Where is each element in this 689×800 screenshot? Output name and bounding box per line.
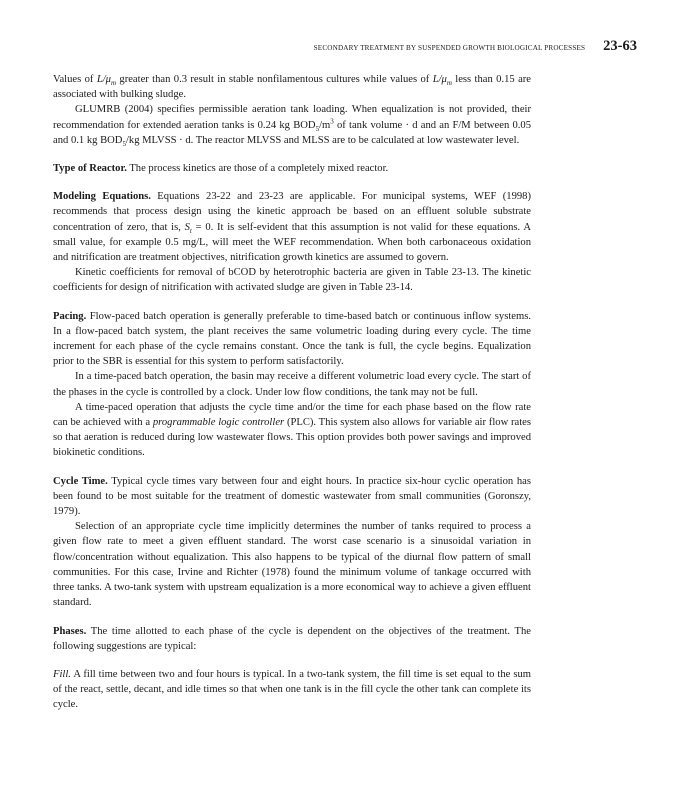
paragraph-time-paced: In a time-paced batch operation, the basin may receive a different volumetric load every cycle. The start of the phases in the cycle is controlled by a clock. Under low flow conditions, the tank may not be full. <box>53 371 531 398</box>
body-text <box>53 72 531 713</box>
heading-type-of-reactor: Type of Reactor. <box>53 163 127 175</box>
page-number: 23-63 <box>603 38 637 54</box>
section-cycle-time: Cycle Time. Typical cycle times vary between four and eight hours. In practice six-hour cyclic operation has been found to be most suitable for the treatment of domestic wastewater from small communities (Goronszy, 1979). <box>53 475 531 518</box>
section-modeling-equations: Modeling Equations. Equations 23-22 and 23-23 are applicable. For municipal systems, WEF (1998) recommends that process design using the kinetic approach be based on an effluent soluble substrate concentration of zero, that is, $S_t = 0$. It is self-evident that this assumption is not valid for these equations. A small value, for example 0.5 mg/L, will meet the WEF recommendation. When both carbonaceous oxidation and nitrification are treatment objectives, nitrification growth kinetics are assumed to govern. <box>53 191 531 264</box>
paragraph-glumrb: GLUMRB (2004) specifies permissible aeration tank loading. When equalization is not provided, their recommendation for extended aeration tanks is 0.24 kg $BOD_5/m^3$ of tank volume · d and an F/M between 0.05 and 0.1 kg $BOD_5/kg$ MLVSS · d. The reactor MLVSS and MLSS are to be calculated at low wastewater level. <box>53 104 531 148</box>
paragraph-cycle-selection: Selection of an appropriate cycle time implicitly determines the number of tanks required to process a given flow rate to meet a given effluent standard. The worst case scenario is a sinusoidal variation in flow/concentration without equalization. This also happens to be typical of the diurnal flow pattern of small communities. For this case, Irvine and Richter (1978) found the minimum volume of tankage occurred with three tanks. A two-tank system with upstream equalization is a more economical way to achieve a given effluent standard. <box>53 521 531 609</box>
heading-modeling-equations: Modeling Equations. <box>53 191 151 203</box>
page-header <box>53 38 637 64</box>
heading-fill: Fill. <box>53 668 71 680</box>
section-type-of-reactor: Type of Reactor. The process kinetics are those of a completely mixed reactor. <box>53 163 389 175</box>
paragraph-kinetic-coefficients: Kinetic coefficients for removal of bCOD by heterotrophic bacteria are given in Table 23-13. The kinetic coefficients for design of nitrification with activated sludge are given in Table 23-14. <box>53 267 531 294</box>
page <box>53 38 637 711</box>
paragraph-plc: A time-paced operation that adjusts the cycle time and/or the time for each phase based on the flow rate can be achieved with a programmable logic controller (PLC). This system also allows for variable air flow rates so that aeration is reduced during low wastewater flows. This option provides both power savings and improved biokinetic conditions. <box>53 401 532 459</box>
section-phases: Phases. The time allotted to each phase of the cycle is dependent on the objectives of the treatment. The following suggestions are typical: <box>53 625 531 652</box>
heading-pacing: Pacing. <box>53 310 87 322</box>
section-fill: Fill. A fill time between two and four hours is typical. In a two-tank system, the fill time is set equal to the sum of the react, settle, decant, and idle times so that when one tank is in the fill cycle the other tank can complete its cycle. <box>53 668 531 711</box>
paragraph-bulking-sludge: Values of $L/\mu_m$ greater than 0.3 result in stable nonfilamentous cultures while values of $L/\mu_m$ less than 0.15 are associated with bulking sludge. <box>53 74 531 101</box>
running-title: SECONDARY TREATMENT BY SUSPENDED GROWTH BIOLOGICAL PROCESSES <box>313 44 586 52</box>
heading-cycle-time: Cycle Time. <box>53 475 108 487</box>
section-pacing: Pacing. Flow-paced batch operation is generally preferable to time-based batch or continuous inflow systems. In a flow-paced batch system, the plant receives the same volumetric loading during every cycle. The time increment for each phase of the cycle remains constant. Once the tank is full, the cycle begins. Equalization prior to the SBR is essential for this system to perform satisfactorily. <box>53 310 531 368</box>
heading-phases: Phases. <box>53 625 87 637</box>
